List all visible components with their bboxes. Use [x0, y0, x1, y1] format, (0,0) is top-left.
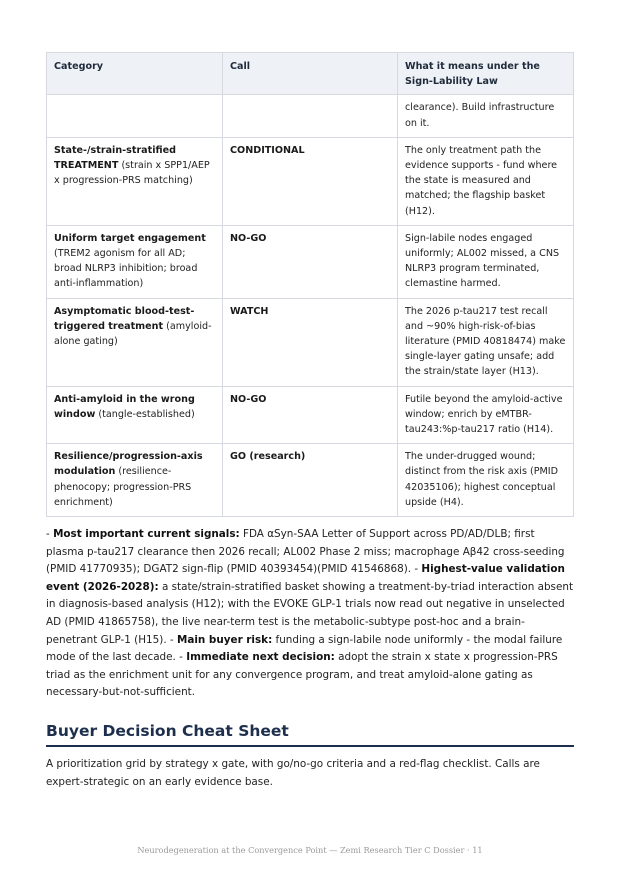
- signals-label: Most important current signals:: [53, 528, 240, 541]
- meaning-cell: Futile beyond the amyloid-active window; enrich by eMTBR-tau243:%p-tau217 ratio (H14).: [398, 386, 574, 444]
- call-cell: NO-GO: [223, 225, 398, 298]
- validation-label: Highest-value validation event (2026-2028):: [46, 563, 565, 593]
- section-heading: Buyer Decision Cheat Sheet: [46, 722, 574, 747]
- meaning-cell: Sign-labile nodes engaged uniformly; AL002 missed, a CNS NLRP3 program terminated, clemastine harmed.: [398, 225, 574, 298]
- table-row: [47, 225, 574, 298]
- category-cell: State-/strain-stratified TREATMENT (strain x SPP1/AEP x progression-PRS matching): [47, 137, 223, 225]
- category-cell: Asymptomatic blood-test-triggered treatment (amyloid-alone gating): [47, 298, 223, 386]
- meaning-cell: The 2026 p-tau217 test recall and ~90% high-risk-of-bias literature (PMID 40818474) make single-layer gating unsafe; add the strain/state layer (H13).: [398, 298, 574, 386]
- header-call: Call: [223, 53, 398, 95]
- meaning-cell: The under-drugged wound; distinct from the risk axis (PMID 42035106); highest conceptual upside (H4).: [398, 444, 574, 517]
- call-cell: GO (research): [223, 444, 398, 517]
- table-header-row: [47, 53, 574, 95]
- category-cell: Uniform target engagement (TREM2 agonism for all AD; broad NLRP3 inhibition; broad anti-inflammation): [47, 225, 223, 298]
- meaning-cell: clearance). Build infrastructure on it.: [398, 95, 574, 137]
- table-row: [47, 298, 574, 386]
- section-intro: A prioritization grid by strategy x gate, with go/no-go criteria and a red-flag checklist. Calls are expert-strategic on an early evidence base.: [46, 758, 540, 788]
- call-cell: NO-GO: [223, 386, 398, 444]
- category-cell: [47, 95, 223, 137]
- category-cell: Anti-amyloid in the wrong window (tangle-established): [47, 386, 223, 444]
- call-cell: CONDITIONAL: [223, 137, 398, 225]
- page-footer: Neurodegeneration at the Convergence Point — Zemi Research Tier C Dossier · 11: [137, 845, 483, 855]
- risk-label: Main buyer risk:: [176, 633, 273, 646]
- table-row: [47, 444, 574, 517]
- meaning-cell: The only treatment path the evidence supports - fund where the state is measured and matched; the flagship basket (H12).: [398, 137, 574, 225]
- call-cell: [223, 95, 398, 137]
- category-cell: Resilience/progression-axis modulation (resilience-phenocopy; progression-PRS enrichment): [47, 444, 223, 517]
- header-meaning: What it means under the Sign-Lability Law: [398, 53, 574, 95]
- decision-label: Immediate next decision:: [186, 651, 335, 664]
- header-category: Category: [47, 53, 223, 95]
- table-row: [47, 386, 574, 444]
- decision-table: [46, 52, 574, 517]
- signals-paragraph: - Most important current signals: FDA αSyn-SAA Letter of Support across PD/AD/DLB; first plasma p-tau217 clearance then 2026 recall; AL002 Phase 2 miss; macrophage Aβ42 cross-seeding (PMID 41770935); DGAT2 sign-flip (PMID 40393454)(PMID 41546868). - Highest-value validation event (2026-2028): a state/strain-stratified basket showing a treatment-by-triad interaction absent in diagnosis-based analysis (H12); with the EVOKE GLP-1 trials now read out negative in unselected AD (PMID 41865758), the live near-term test is the metabolic-subtype post-hoc and a brain-penetrant GLP-1 (H15). - Main buyer risk: funding a sign-labile node uniformly - the modal failure mode of the last decade. - Immediate next decision: adopt the strain x state x progression-PRS triad as the enrichment unit for any convergence program, and treat amyloid-alone gating as necessary-but-not-sufficient.: [46, 528, 574, 699]
- call-cell: WATCH: [223, 298, 398, 386]
- document-page: [46, 52, 574, 802]
- table-row: [47, 95, 574, 137]
- table-row: [47, 137, 574, 225]
